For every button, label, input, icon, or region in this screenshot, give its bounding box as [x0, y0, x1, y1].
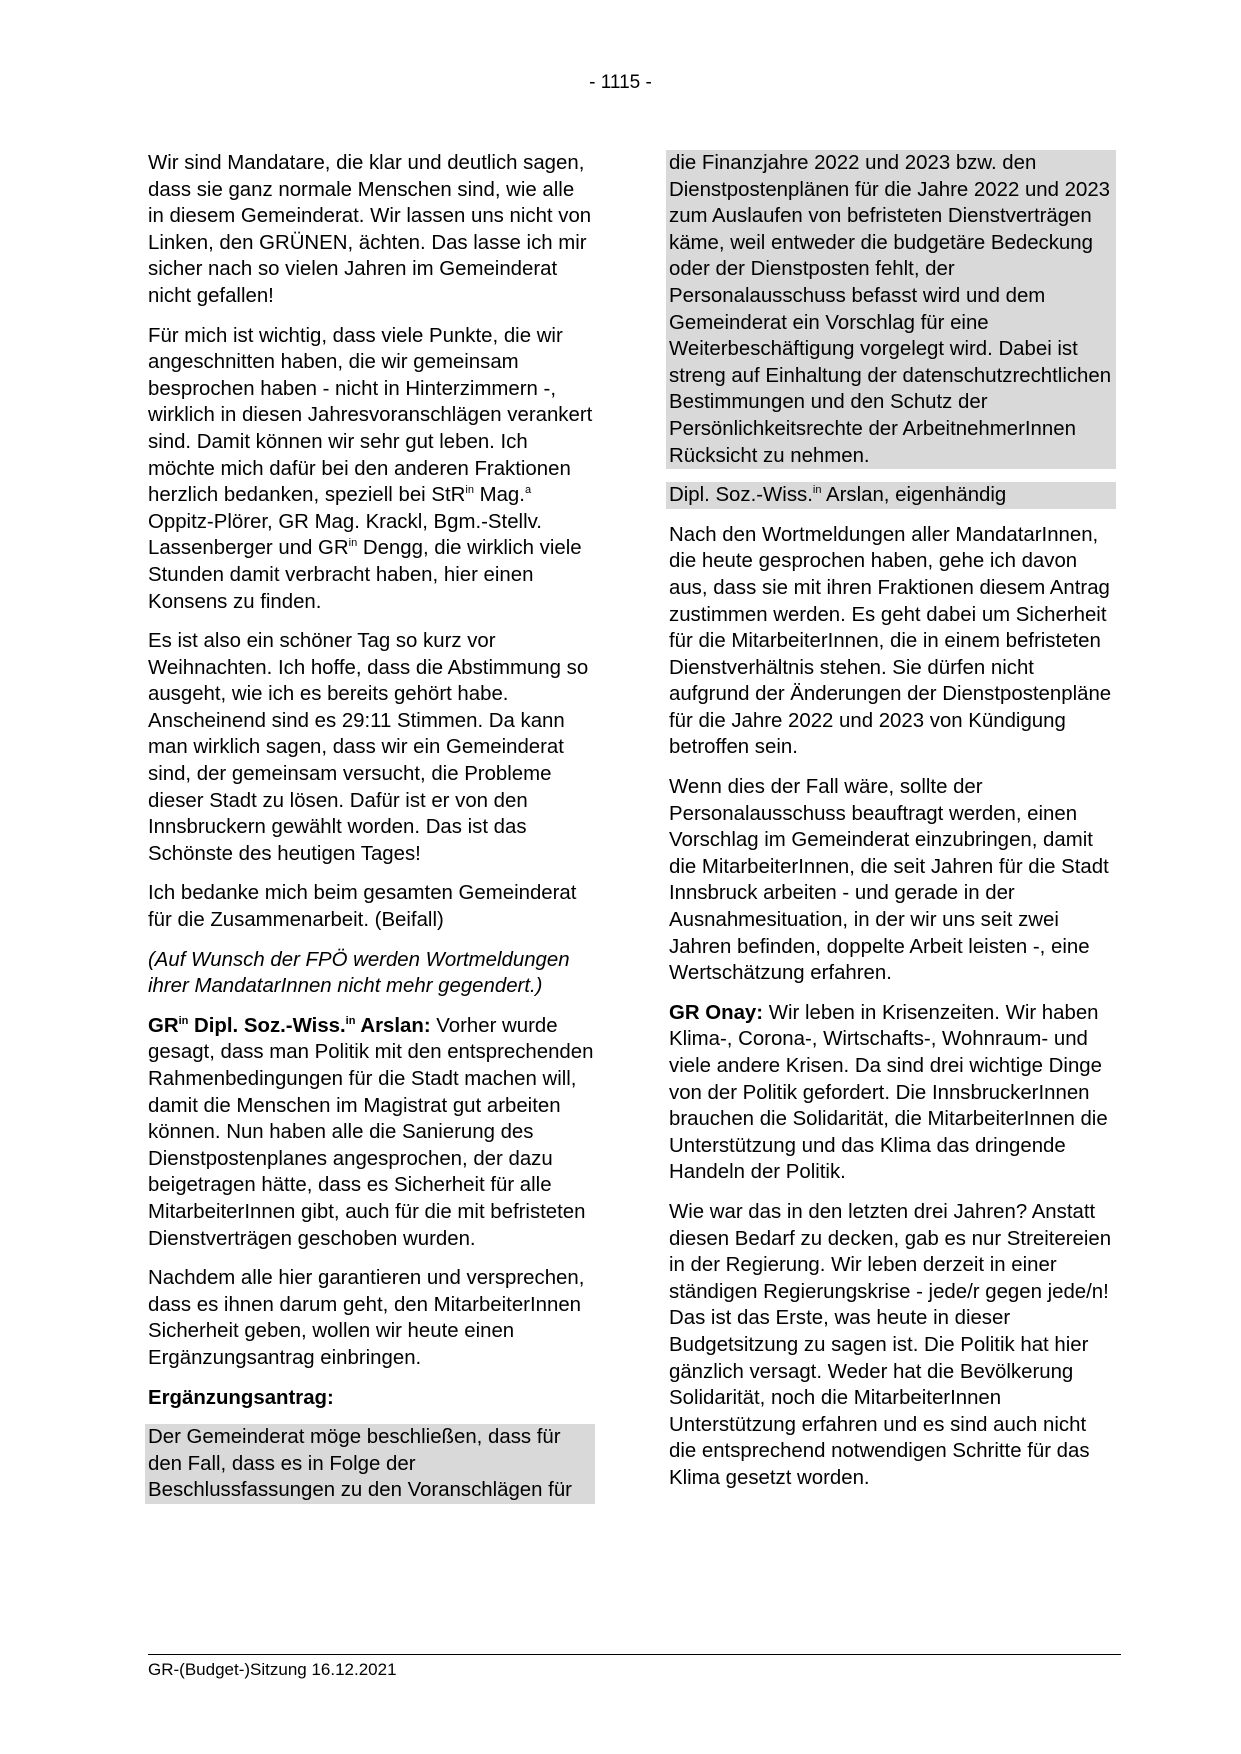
text: Dipl. Soz.-Wiss.: [669, 484, 813, 507]
footer-session-date: GR-(Budget-)Sitzung 16.12.2021: [148, 1660, 397, 1679]
text: Arslan, eigenhändig: [821, 484, 1007, 507]
left-column: [148, 150, 595, 1517]
paragraph: Nach den Wortmeldungen aller MandatarInnen, die heute gesprochen haben, gehe ich davon aus, dass sie mit ihren Fraktionen diesem Antrag zustimmen werden. Es geht dabei um Sicherheit für die MitarbeiterInnen, die in einem befristeten Dienstverhältnis stehen. Sie dürfen nicht aufgrund der Änderungen der Dienstpostenpläne für die Jahre 2022 und 2023 von Kündigung betroffen sein.: [669, 523, 1112, 759]
paragraph: Wenn dies der Fall wäre, sollte der Personalausschuss beauftragt werden, einen Vorschlag im Gemeinderat einzubringen, damit die MitarbeiterInnen, die seit Jahren für die Stadt Innsbruck arbeiten - und gerade in der Ausnahmesituation, in der wir uns seit zwei Jahren befinden, doppelte Arbeit leisten -, eine Wertschätzung erfahren.: [669, 776, 1109, 985]
superscript: a: [524, 483, 532, 496]
heading-text: Ergänzungsantrag:: [148, 1386, 334, 1409]
text: Für mich ist wichtig, dass viele Punkte, die wir angeschnitten haben, die wir gemeinsam besprochen haben - nicht in Hinterzimmern -, wirklich in diesen Jahresvoranschlägen verankert sind. Damit können wir sehr gut leben. Ich möchte mich dafür bei den anderen Fraktionen herzlich bedanken, speziell bei StR: [148, 324, 593, 507]
paragraph: Nachdem alle hier garantieren und versprechen, dass es ihnen darum geht, den MitarbeiterInnen Sicherheit geben, wollen wir heute einen Ergänzungsantrag einbringen.: [148, 1267, 585, 1369]
superscript: in: [345, 1014, 356, 1027]
motion-text-continued: die Finanzjahre 2022 und 2023 bzw. den Dienstpostenplänen für die Jahre 2022 und 2023 zum Auslaufen von befristeten Dienstverträgen käme, weil entweder die budgetäre Bedeckung oder der Dienstposten fehlt, der Personalausschuss befasst wird und dem Gemeinderat ein Vorschlag für eine Weiterbeschäftigung vorgelegt wird. Dabei ist streng auf Einhaltung der datenschutzrechtlichen Bestimmungen und den Schutz der Persönlichkeitsrechte der ArbeitnehmerInnen Rücksicht zu nehmen.: [666, 150, 1116, 469]
text: Dengg, die wirklich viele Stunden damit verbracht haben, hier einen Konsens zu finden.: [148, 537, 582, 613]
section-heading: [148, 1385, 595, 1412]
motion-signature: [666, 482, 1116, 509]
page-number: - 1115 -: [589, 72, 652, 93]
text: Arslan:: [355, 1014, 431, 1037]
text: Mag.: [473, 484, 525, 507]
paragraph: Wie war das in den letzten drei Jahren? Anstatt diesen Bedarf zu decken, gab es nur Streitereien in der Regierung. Wir leben derzeit in einer ständigen Regierungskrise - jede/r gegen jede/n! Das ist das Erste, was heute in dieser Budgetsitzung zu sagen ist. Die Politik hat hier gänzlich versagt. Weder hat die Bevölkerung Solidarität, noch die MitarbeiterInnen Unterstützung erfahren und es sind auch nicht die entsprechend notwendigen Schritte für das Klima gesetzt worden.: [669, 1200, 1112, 1489]
right-column: [669, 150, 1116, 1505]
speaker-name: GR Onay:: [669, 1001, 764, 1024]
text: Vorher wurde gesagt, dass man Politik mit den entsprechenden Rahmenbedingungen für die Stadt machen will, damit die Menschen im Magistrat gut arbeiten können. Nun haben alle die Sanierung des Dienstpostenplanes angesprochen, der dazu beigetragen hätte, dass es Sicherheit für alle MitarbeiterInnen gibt, auch für die mit befristeten Dienstverträgen geschoben wurden.: [148, 1014, 594, 1250]
paragraph: Wir sind Mandatare, die klar und deutlich sagen, dass sie ganz normale Menschen sind, wie alle in diesem Gemeinderat. Wir lassen uns nicht von Linken, den GRÜNEN, ächten. Das lasse ich mir sicher nach so vielen Jahren im Gemeinderat nicht gefallen!: [148, 152, 592, 307]
superscript: in: [348, 537, 358, 550]
footer-divider: [148, 1654, 1121, 1655]
paragraph-thanks: [148, 323, 595, 616]
speech-onay: [669, 1000, 1116, 1186]
text: Wir leben in Krisenzeiten. Wir haben Klima-, Corona-, Wirtschafts-, Wohnraum- und viele andere Krisen. Da sind drei wichtige Dinge von der Politik gefordert. Die InnsbruckerInnen brauchen die Solidarität, die MitarbeiterInnen die Unterstützung und das Klima das dringende Handeln der Politik.: [669, 1001, 1108, 1184]
text: GR: [148, 1014, 179, 1037]
text: Dipl. Soz.-Wiss.: [188, 1014, 346, 1037]
motion-text: Der Gemeinderat möge beschließen, dass für den Fall, dass es in Folge der Beschlussfassungen zu den Voranschlägen für: [145, 1424, 595, 1504]
speech-arslan: [148, 1013, 595, 1252]
superscript: in: [465, 483, 474, 496]
text: Oppitz-Plörer, GR Mag. Krackl, Bgm.-Stellv. Lassenberger und GR: [148, 510, 542, 560]
paragraph: Ich bedanke mich beim gesamten Gemeinderat für die Zusammenarbeit. (Beifall): [148, 882, 577, 932]
superscript: in: [812, 483, 822, 496]
editorial-note: (Auf Wunsch der FPÖ werden Wortmeldungen ihrer MandatarInnen nicht mehr gegendert.): [148, 948, 570, 998]
speaker-name: [148, 1015, 431, 1037]
superscript: in: [178, 1014, 189, 1027]
paragraph: Es ist also ein schöner Tag so kurz vor Weihnachten. Ich hoffe, dass die Abstimmung so ausgeht, wie ich es bereits gehört habe. Anscheinend sind es 29:11 Stimmen. Da kann man wirklich sagen, dass wir ein Gemeinderat sind, der gemeinsam versucht, die Probleme dieser Stadt zu lösen. Dafür ist er von den Innsbruckern gewählt worden. Das ist das Schönste des heutigen Tages!: [148, 630, 589, 865]
